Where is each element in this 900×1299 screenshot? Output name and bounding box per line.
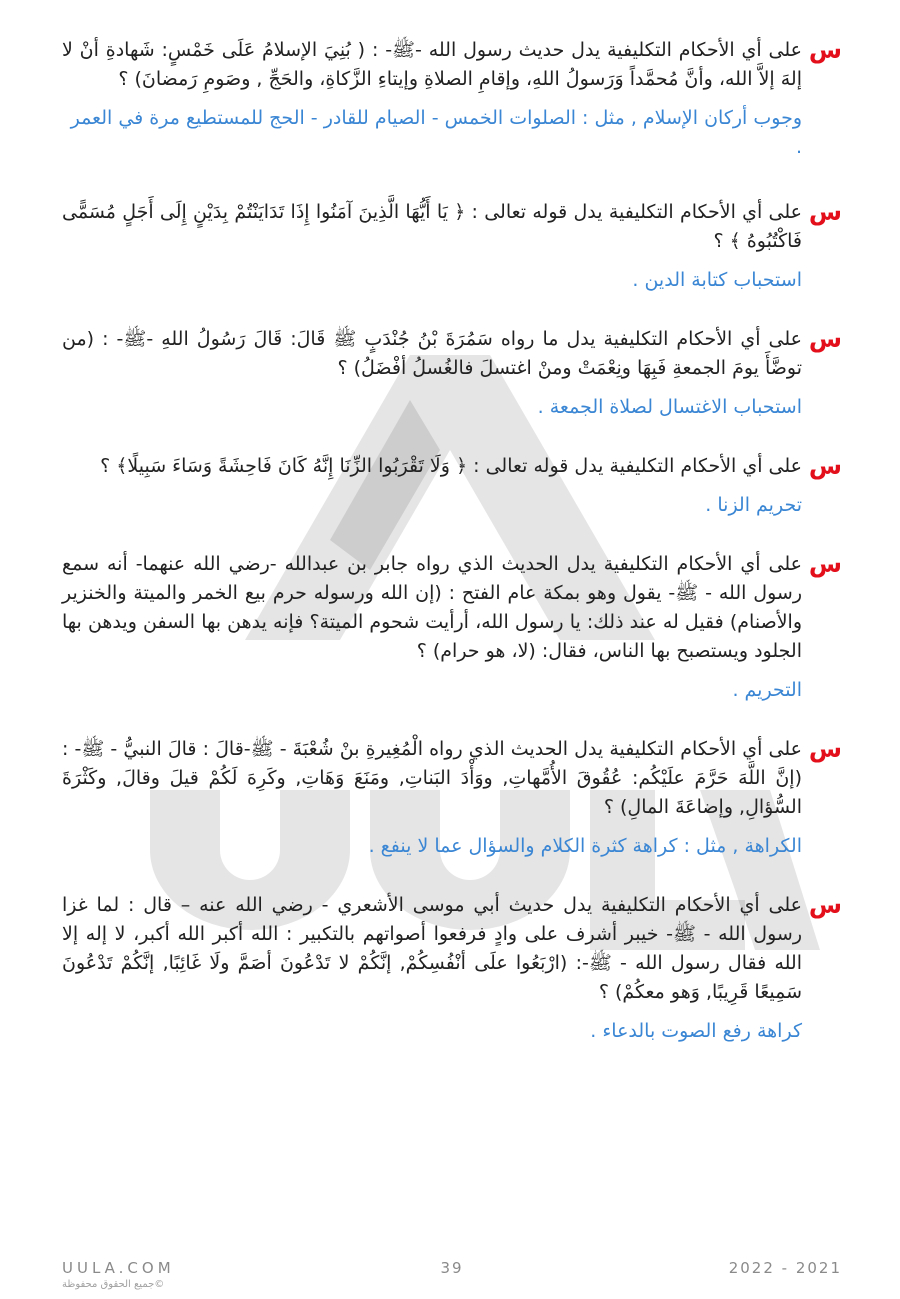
answer-text: وجوب أركان الإسلام , مثل : الصلوات الخمس - الصيام للقادر - الحج للمستطيع مرة في العمر .	[70, 107, 802, 158]
question-marker: س	[808, 198, 842, 226]
question-body: على أي الأحكام التكليفية يدل ما رواه سَمُرَةَ بْنُ جُنْدَبٍ ﷺ قَالَ: قَالَ رَسُولُ اللهِ -ﷺ- : (من توضَّأَ يومَ الجمعةِ فَبِهَا ونِعْمَتْ ومنْ اغتسلَ فالغُسلُ أفْضَلُ) ؟	[62, 328, 802, 379]
brand-name: UULA.COM	[62, 1259, 175, 1277]
qa-item	[62, 325, 842, 422]
question-text	[62, 36, 842, 94]
qa-item	[62, 452, 842, 520]
question-body: على أي الأحكام التكليفية يدل الحديث الذي رواه جابر بن عبدالله -رضي الله عنهما- أنه سمع رسول الله - ﷺ- يقول وهو بمكة عام الفتح : (إن الله ورسوله حرم بيع الخمر والميتة والخنزير والأصنام) فقيل له عند ذلك: يا رسول الله، أرأيت شحوم الميتة؟ فإنه يدهن بها السفن ويدهن بها الجلود ويستصبح بها الناس، فقال: (لا، هو حرام) ؟	[62, 553, 802, 662]
question-marker: س	[808, 735, 842, 763]
qa-item	[62, 36, 842, 162]
page-footer	[62, 1253, 842, 1293]
copyright-text: ©جميع الحقوق محفوظة	[62, 1279, 165, 1290]
question-body: على أي الأحكام التكليفية يدل قوله تعالى : ﴿ يَا أَيُّهَا الَّذِينَ آمَنُوا إِذَا تَدَايَنْتُمْ بِدَيْنٍ إِلَى أَجَلٍ مُسَمًّى فَاكْتُبُوهُ ﴾ ؟	[62, 201, 802, 252]
qa-item	[62, 198, 842, 295]
page-number: 39	[440, 1259, 464, 1277]
question-marker: س	[808, 36, 842, 64]
question-body: على أي الأحكام التكليفية يدل حديث أبي موسى الأشعري - رضي الله عنه – قال : لما غزا رسول الله - ﷺ- خيبر أشرف على وادٍ فرفعوا أصواتهم بالتكبير : الله أكبر الله أكبر، لا إله إلا الله فقال رسول الله - ﷺ-: (ارْبَعُوا علَى أنْفُسِكُمْ, إنَّكُمْ لا تَدْعُونَ أصَمَّ ولَا غَائِبًا, إنَّكُمْ تَدْعُونَ سَمِيعًا قَرِيبًا, وَهو معكُمْ) ؟	[62, 894, 802, 1003]
academic-year: 2022 - 2021	[728, 1259, 842, 1277]
qa-item	[62, 891, 842, 1046]
question-text	[62, 325, 842, 383]
question-text	[62, 891, 842, 1007]
question-text	[62, 735, 842, 822]
answer-text: كراهة رفع الصوت بالدعاء .	[590, 1020, 802, 1042]
question-marker: س	[808, 325, 842, 353]
questions-list	[62, 36, 842, 1076]
qa-item	[62, 735, 842, 861]
answer-text: التحريم .	[732, 679, 802, 701]
answer-text: استحباب كتابة الدين .	[632, 269, 802, 291]
question-body: على أي الأحكام التكليفية يدل حديث رسول الله -ﷺ- : ( بُنِيَ الإسلامُ عَلَى خَمْسٍ: شَهادةِ أنْ لا إلهَ إلاَّ الله، وأنَّ مُحمَّداً وَرَسولُ اللهِ، وإقامِ الصلاةِ وإيتاءِ الزَّكاةِ، والحَجِّ , وصَومِ رَمضانَ) ؟	[62, 39, 802, 90]
question-text	[62, 550, 842, 666]
question-body: على أي الأحكام التكليفية يدل الحديث الذي رواه الْمُغِيرةِ بنْ شُعْبَةَ - ﷺ-قالَ : قالَ النبيُّ - ﷺ- : (إنَّ اللَّهَ حَرَّمَ علَيْكُم: عُقُوقَ الأُمَّهاتِ, ووَأْدَ البَناتِ, ومَنَعَ وَهَاتِ, وكَرِهَ لَكُمْ قيلَ وقالَ, وكَثْرَةَ السُّؤالِ, وإضاعَةَ المالِ) ؟	[62, 738, 802, 818]
answer-text: تحريم الزنا .	[705, 494, 802, 516]
question-marker: س	[808, 550, 842, 578]
question-text	[62, 198, 842, 256]
answer-text: الكراهة , مثل : كراهة كثرة الكلام والسؤال عما لا ينفع .	[368, 835, 802, 857]
answer-text: استحباب الاغتسال لصلاة الجمعة .	[537, 396, 802, 418]
question-body: على أي الأحكام التكليفية يدل قوله تعالى : ﴿ وَلَا تَقْرَبُوا الزِّنَا إِنَّهُ كَانَ فَاحِشَةً وَسَاءَ سَبِيلًا﴾ ؟	[100, 455, 802, 477]
question-marker: س	[808, 452, 842, 480]
qa-item	[62, 550, 842, 705]
question-marker: س	[808, 891, 842, 919]
question-text	[62, 452, 842, 481]
